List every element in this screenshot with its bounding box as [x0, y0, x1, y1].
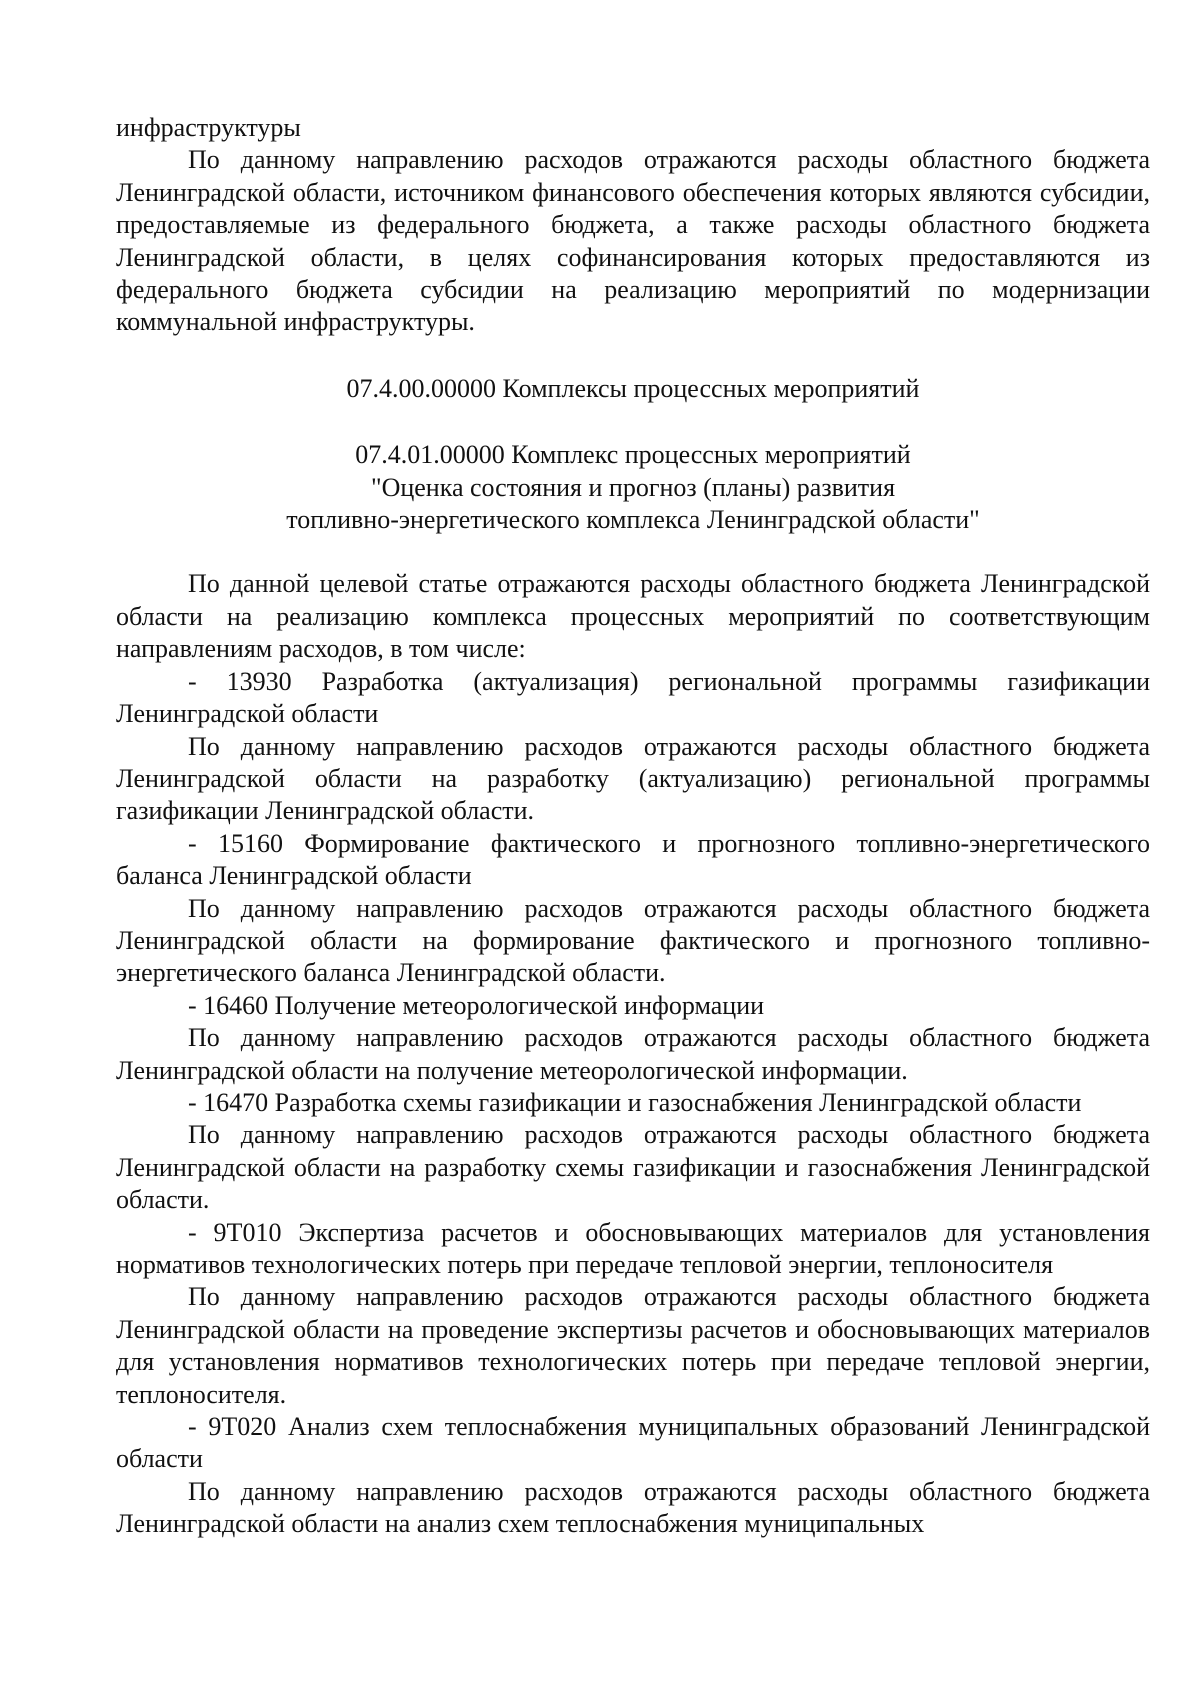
paragraph: По данной целевой статье отражаются расходы областного бюджета Ленинградской области на реализацию комплекса процессных мероприятий по соответствующим направлениям расходов, в том числе:	[116, 569, 1150, 664]
paragraph: По данному направлению расходов отражаются расходы областного бюджета Ленинградской области на проведение экспертизы расчетов и обосновывающих материалов для установления нормативов технологических потерь при передаче тепловой энергии, теплоносителя.	[116, 1282, 1150, 1409]
section-heading-line: 07.4.00.00000 Комплексы процессных мероприятий	[346, 373, 920, 403]
subsection-heading-line: 07.4.01.00000 Комплекс процессных мероприятий	[355, 440, 911, 470]
section-heading	[116, 373, 1150, 405]
paragraph: По данному направлению расходов отражаются расходы областного бюджета Ленинградской области на анализ схем теплоснабжения муниципальных	[116, 1476, 1150, 1539]
document-page	[116, 112, 1150, 1541]
list-item: - 15160 Формирование фактического и прогнозного топливно-энергетического баланса Ленинградской области	[116, 828, 1150, 891]
list-item: - 13930 Разработка (актуализация) региональной программы газификации Ленинградской области	[116, 666, 1150, 729]
paragraph: По данному направлению расходов отражаются расходы областного бюджета Ленинградской области на разработку схемы газификации и газоснабжения Ленинградской области.	[116, 1120, 1150, 1215]
paragraph: По данному направлению расходов отражаются расходы областного бюджета Ленинградской области на формирование фактического и прогнозного топливно-энергетического баланса Ленинградской области.	[116, 893, 1150, 988]
paragraph: По данному направлению расходов отражаются расходы областного бюджета Ленинградской области, источником финансового обеспечения которых являются субсидии, предоставляемые из федерального бюджета, а также расходы областного бюджета Ленинградской области, в целях софинансирования которых предоставляются из федерального бюджета субсидии на реализацию мероприятий по модернизации коммунальной инфраструктуры.	[116, 145, 1150, 337]
paragraph-continuation: инфраструктуры	[116, 113, 301, 142]
paragraph: По данному направлению расходов отражаются расходы областного бюджета Ленинградской области на получение метеорологической информации.	[116, 1023, 1150, 1085]
subsection-heading-line: топливно-энергетического комплекса Ленинградской области"	[286, 505, 980, 535]
list-item: - 9Т020 Анализ схем теплоснабжения муниципальных образований Ленинградской области	[116, 1412, 1150, 1474]
paragraph: По данному направлению расходов отражаются расходы областного бюджета Ленинградской области на разработку (актуализацию) региональной программы газификации Ленинградской области.	[116, 731, 1150, 826]
list-item: - 16470 Разработка схемы газификации и газоснабжения Ленинградской области	[188, 1087, 1082, 1117]
list-item: - 9Т010 Экспертиза расчетов и обосновывающих материалов для установления нормативов технологических потерь при передаче тепловой энергии, теплоносителя	[116, 1217, 1150, 1279]
subsection-heading-line: "Оценка состояния и прогноз (планы) развития	[370, 472, 896, 502]
subsection-heading	[116, 439, 1150, 536]
list-item: - 16460 Получение метеорологической информации	[188, 990, 765, 1020]
